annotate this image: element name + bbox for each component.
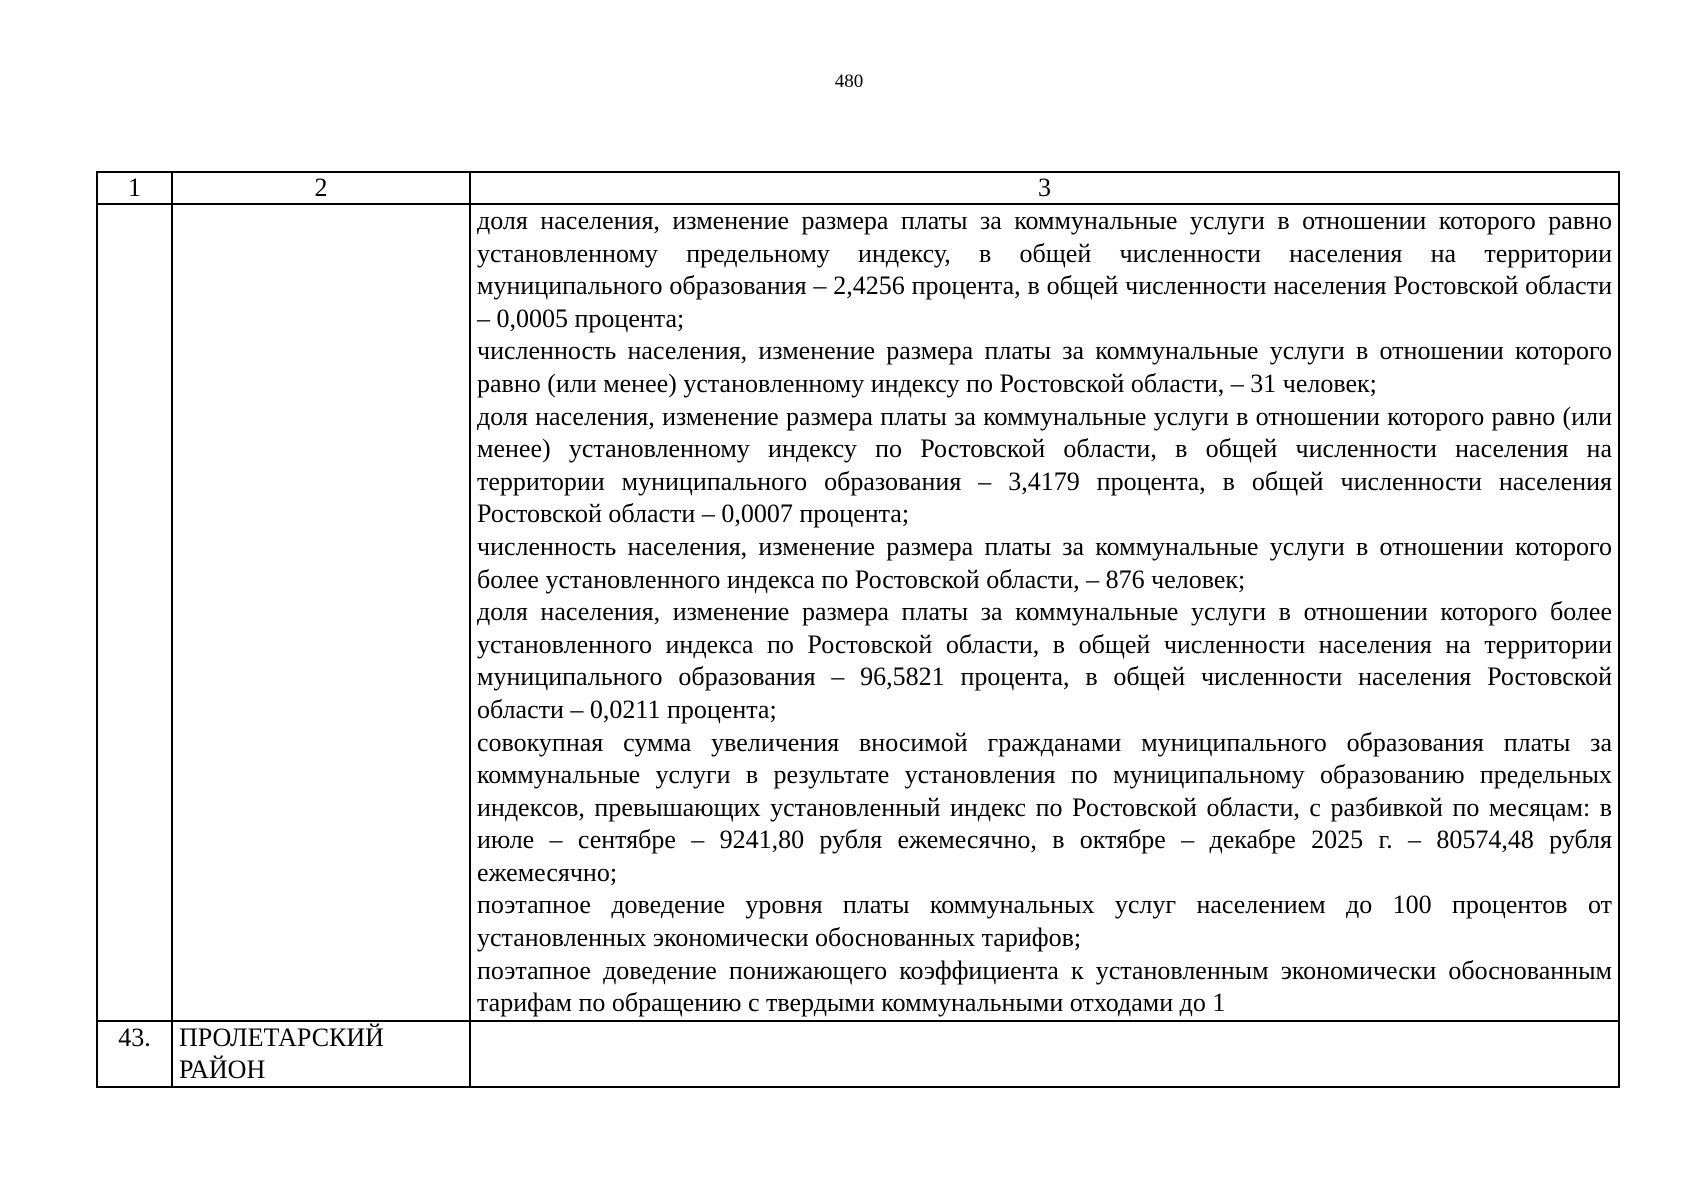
district-name-cell: ПРОЛЕТАРСКИЙ РАЙОН [172,1021,470,1087]
paragraph-payment-level-increase: поэтапное доведение уровня платы коммунальных услуг населением до 100 процентов от установленных экономически обоснованных тарифов; [477,890,1612,953]
table-header-row [97,172,1619,204]
column-header-1: 1 [97,172,172,204]
document-table [96,171,1620,1088]
row-number-cell: 43. [97,1021,172,1087]
table-row [97,1021,1619,1087]
paragraph-population-share-equal-limit: доля населения, изменение размера платы за коммунальные услуги в отношении которого равно установленному предельному индексу, в общей численности населения на территории муниципального образования – 2,4256 процента, в общей численности населения Ростовской области – 0,0005 процента; [477,206,1612,333]
paragraph-population-count-above-index: численность населения, изменение размера платы за коммунальные услуги в отношении которого более установленного индекса по Ростовской области, – 876 человек; [477,531,1612,594]
paragraph-population-count-equal-or-less: численность населения, изменение размера платы за коммунальные услуги в отношении которого равно (или менее) установленному индексу по Ростовской области, – 31 человек; [477,336,1612,398]
row-content-cell [470,204,1619,1021]
row-content-cell [470,1021,1619,1087]
paragraph-waste-coefficient: поэтапное доведение понижающего коэффициента к установленным экономически обоснованным тарифам по обращению с твердыми коммунальными отходами до 1 [477,955,1612,1018]
column-header-3: 3 [470,172,1619,204]
page-number: 480 [834,71,864,92]
paragraph-population-share-above-index: доля населения, изменение размера платы за коммунальные услуги в отношении которого более установленного индекса по Ростовской области, в общей численности населения на территории муниципального образования – 96,5821 процента, в общей численности населения Ростовской области – 0,0211 процента; [477,597,1612,724]
row-number-cell [97,204,172,1021]
column-header-2: 2 [172,172,470,204]
table-row [97,204,1619,1021]
paragraph-population-share-equal-or-less: доля населения, изменение размера платы за коммунальные услуги в отношении которого равно (или менее) установленному индексу по Ростовской области, в общей численности населения на территории муниципального образования – 3,4179 процента, в общей численности населения Ростовской области – 0,0007 процента; [477,401,1612,529]
paragraph-total-payment-increase: совокупная сумма увеличения вносимой гражданами муниципального образования платы за коммунальные услуги в результате установления по муниципальному образованию предельных индексов, превышающих установленный индекс по Ростовской области, с разбивкой по месяцам: в июле – сентябре – 9241,80 рубля ежемесячно, в октябре – декабре 2025 г. – 80574,48 рубля ежемесячно; [477,727,1612,887]
row-name-cell [172,204,470,1021]
